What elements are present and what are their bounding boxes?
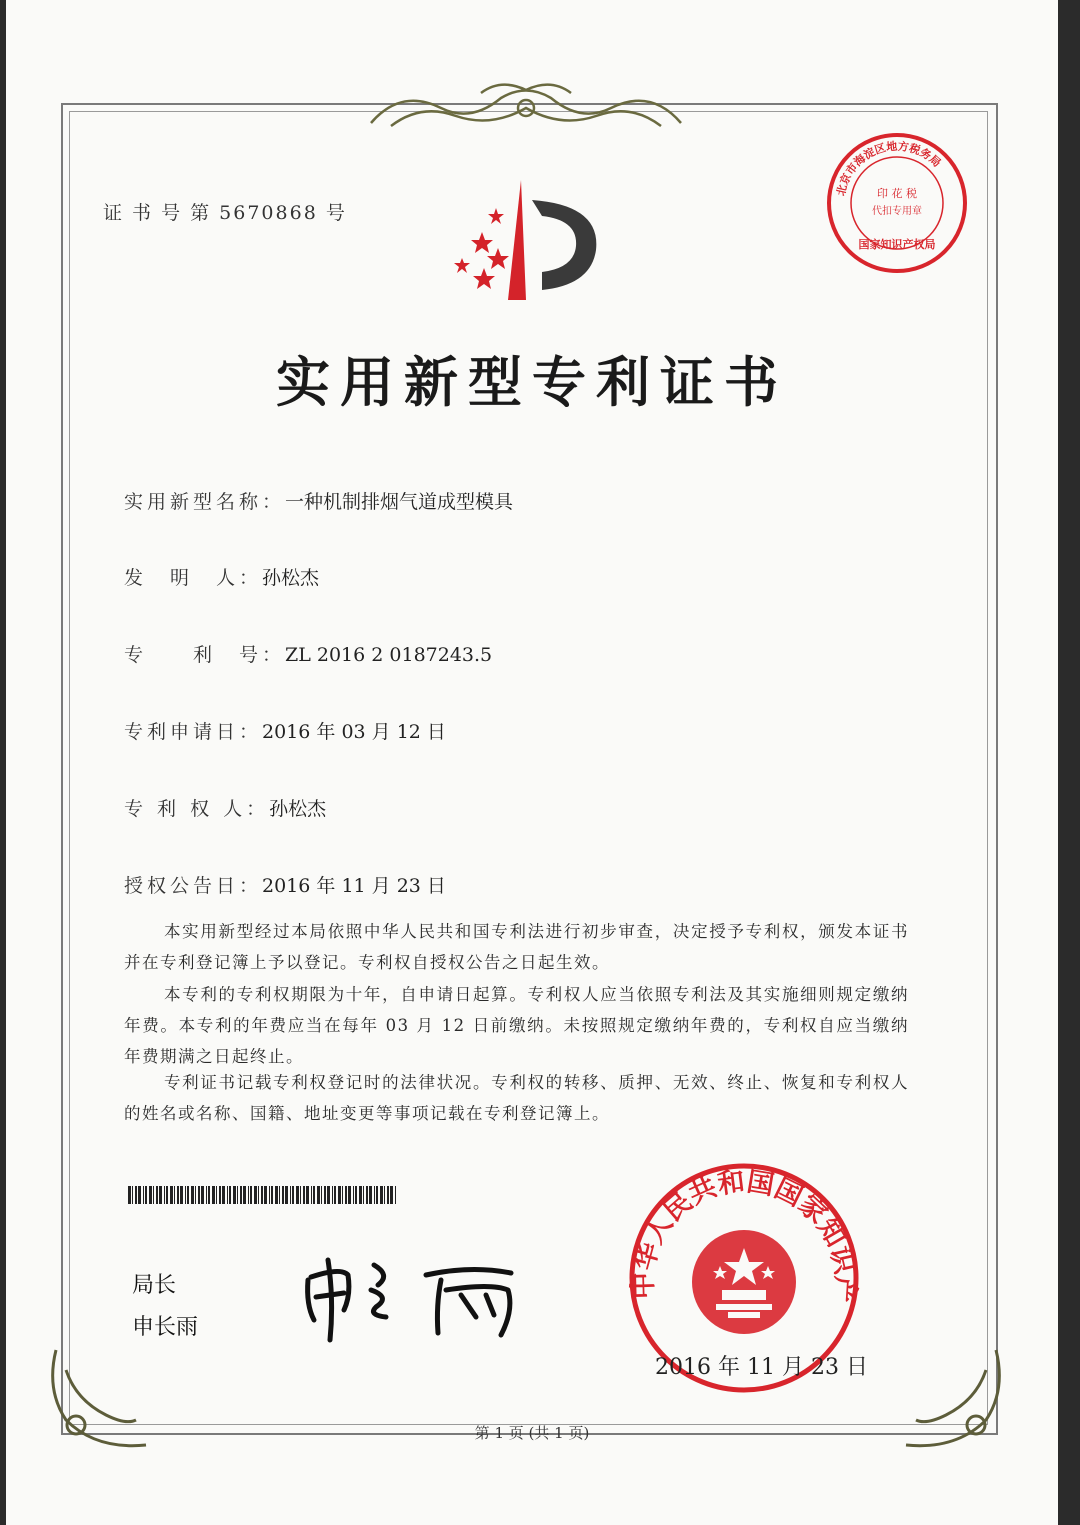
paragraph-grant: 本实用新型经过本局依照中华人民共和国专利法进行初步审查，决定授予专利权，颁发本证书并在专利登记簿上予以登记。专利权自授权公告之日起生效。 xyxy=(124,922,909,972)
field-value: 2016 年 11 月 23 日 xyxy=(262,875,446,897)
seal-ring-text: 中华人民共和国国家知识产 xyxy=(628,1166,860,1304)
field-value: 孙松杰 xyxy=(269,798,327,820)
field-value: 一种机制排烟气道成型模具 xyxy=(285,491,514,513)
certificate-number-value: 5670868 xyxy=(219,202,318,224)
field-patentee xyxy=(124,794,326,821)
barcode xyxy=(128,1186,396,1204)
director-title: 局长 xyxy=(132,1273,177,1298)
field-patent-number xyxy=(124,640,492,667)
tax-stamp xyxy=(824,130,970,276)
tax-stamp-center-2: 代扣专用章 xyxy=(872,206,922,217)
certificate-number-label: 证 书 号 第 xyxy=(103,202,212,224)
issue-date: 2016 年 11 月 23 日 xyxy=(655,1355,868,1380)
field-inventor xyxy=(124,563,319,590)
field-utility-model-name xyxy=(124,487,513,514)
field-label: 专利申请日： xyxy=(124,721,263,743)
patent-office-logo-icon xyxy=(446,180,621,305)
field-application-date xyxy=(124,717,446,744)
ornament-crest-icon xyxy=(361,78,691,138)
field-value: 孙松杰 xyxy=(262,567,320,589)
tax-stamp-center-1: 印 花 税 xyxy=(877,187,917,200)
page-number: 第 1 页 (共 1 页) xyxy=(474,1424,590,1442)
field-value: ZL 2016 2 0187243.5 xyxy=(285,644,493,666)
paragraph-term: 本专利的专利权期限为十年，自申请日起算。专利权人应当依照专利法及其实施细则规定缴纳年费。本专利的年费应当在每年 03 月 12 日前缴纳。未按照规定缴纳年费的，专利权自应当缴纳年费期满之日起终止。 xyxy=(124,985,909,1066)
tax-stamp-ring-text: 北京市海淀区地方税务局 xyxy=(834,139,944,198)
field-label: 实用新型名称： xyxy=(124,491,286,513)
certificate-number-suffix: 号 xyxy=(325,202,347,224)
certificate-title: 实用新型专利证书 xyxy=(276,351,788,414)
director-signature xyxy=(296,1245,536,1345)
field-label: 专 利 权 人： xyxy=(124,798,270,820)
certificate-number xyxy=(103,198,347,225)
field-grant-date xyxy=(124,871,446,898)
certificate-sheet xyxy=(6,0,1058,1525)
director-name: 申长雨 xyxy=(132,1315,199,1340)
field-label: 发 明 人： xyxy=(124,567,263,589)
tax-stamp-bottom-text: 国家知识产权局 xyxy=(858,238,936,251)
field-label: 授权公告日： xyxy=(124,875,263,897)
paragraph-legal-status: 专利证书记载专利权登记时的法律状况。专利权的转移、质押、无效、终止、恢复和专利权人的姓名或名称、国籍、地址变更等事项记载在专利登记簿上。 xyxy=(124,1073,909,1123)
field-value: 2016 年 03 月 12 日 xyxy=(262,721,446,743)
field-label: 专 利 号： xyxy=(124,644,286,666)
